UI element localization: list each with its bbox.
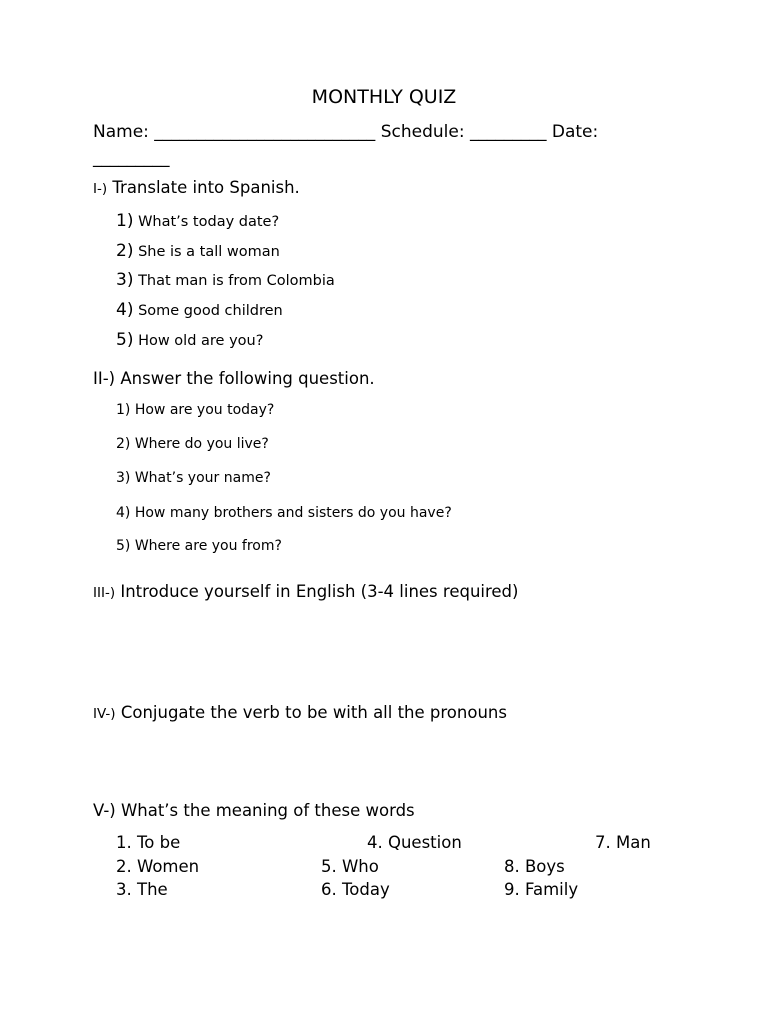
item-number: 5)	[116, 330, 134, 350]
item-text: She is a tall woman	[138, 244, 280, 260]
section-1-title: Translate into Spanish.	[112, 178, 300, 197]
item-text: How are you today?	[134, 402, 275, 418]
item-text: That man is from Colombia	[138, 273, 335, 289]
section-2-item-5	[116, 538, 282, 554]
vocab-word: 4. Question	[367, 833, 462, 852]
section-5-heading: V-) What’s the meaning of these words	[93, 801, 415, 820]
item-number: 4)	[116, 300, 134, 320]
date-label: Date:	[551, 122, 599, 142]
vocab-word: 5. Who	[321, 857, 379, 876]
item-text: How many brothers and sisters do you have?	[134, 505, 452, 521]
section-1-item-5	[116, 330, 263, 350]
student-info-line	[93, 122, 598, 142]
schedule-label: Schedule:	[380, 122, 465, 142]
section-1-heading	[93, 178, 300, 197]
item-number: 2)	[116, 241, 134, 261]
name-blank: __________________________	[154, 122, 376, 142]
section-2-item-4	[116, 505, 452, 521]
item-text: Where do you live?	[134, 436, 269, 452]
section-2-heading: II-) Answer the following question.	[93, 369, 375, 388]
section-3-numeral: III-)	[93, 585, 116, 601]
name-label: Name:	[93, 122, 149, 142]
item-number: 3)	[116, 470, 131, 486]
item-text: Where are you from?	[134, 538, 282, 554]
schedule-blank: _________	[469, 122, 547, 142]
section-1-item-3	[116, 270, 335, 290]
item-text: What’s your name?	[134, 470, 271, 486]
section-2-item-3	[116, 470, 271, 486]
vocab-word: 9. Family	[504, 880, 579, 899]
section-1-numeral: I-)	[93, 181, 108, 197]
item-number: 3)	[116, 270, 134, 290]
vocab-word: 7. Man	[595, 833, 651, 852]
section-3-title: Introduce yourself in English (3-4 lines required)	[120, 582, 519, 601]
section-1-item-1	[116, 211, 279, 231]
vocab-word: 1. To be	[116, 833, 181, 852]
section-3-heading	[93, 582, 518, 601]
vocab-word: 8. Boys	[504, 857, 565, 876]
item-number: 1)	[116, 402, 131, 418]
vocab-word: 2. Women	[116, 857, 200, 876]
item-number: 5)	[116, 538, 131, 554]
section-1-item-2	[116, 241, 280, 261]
section-1-item-4	[116, 300, 283, 320]
vocab-word: 3. The	[116, 880, 168, 899]
item-number: 1)	[116, 211, 134, 231]
item-number: 4)	[116, 505, 131, 521]
section-2-item-1	[116, 402, 274, 418]
section-4-title: Conjugate the verb to be with all the pronouns	[120, 703, 507, 722]
section-4-numeral: IV-)	[93, 706, 116, 722]
vocab-word: 6. Today	[321, 880, 390, 899]
section-2-item-2	[116, 436, 269, 452]
item-text: Some good children	[138, 303, 283, 319]
item-number: 2)	[116, 436, 131, 452]
item-text: How old are you?	[138, 333, 264, 349]
section-4-heading	[93, 703, 507, 722]
page-title: MONTHLY QUIZ	[311, 86, 457, 108]
item-text: What’s today date?	[138, 214, 280, 230]
date-blank: _________	[93, 148, 170, 168]
